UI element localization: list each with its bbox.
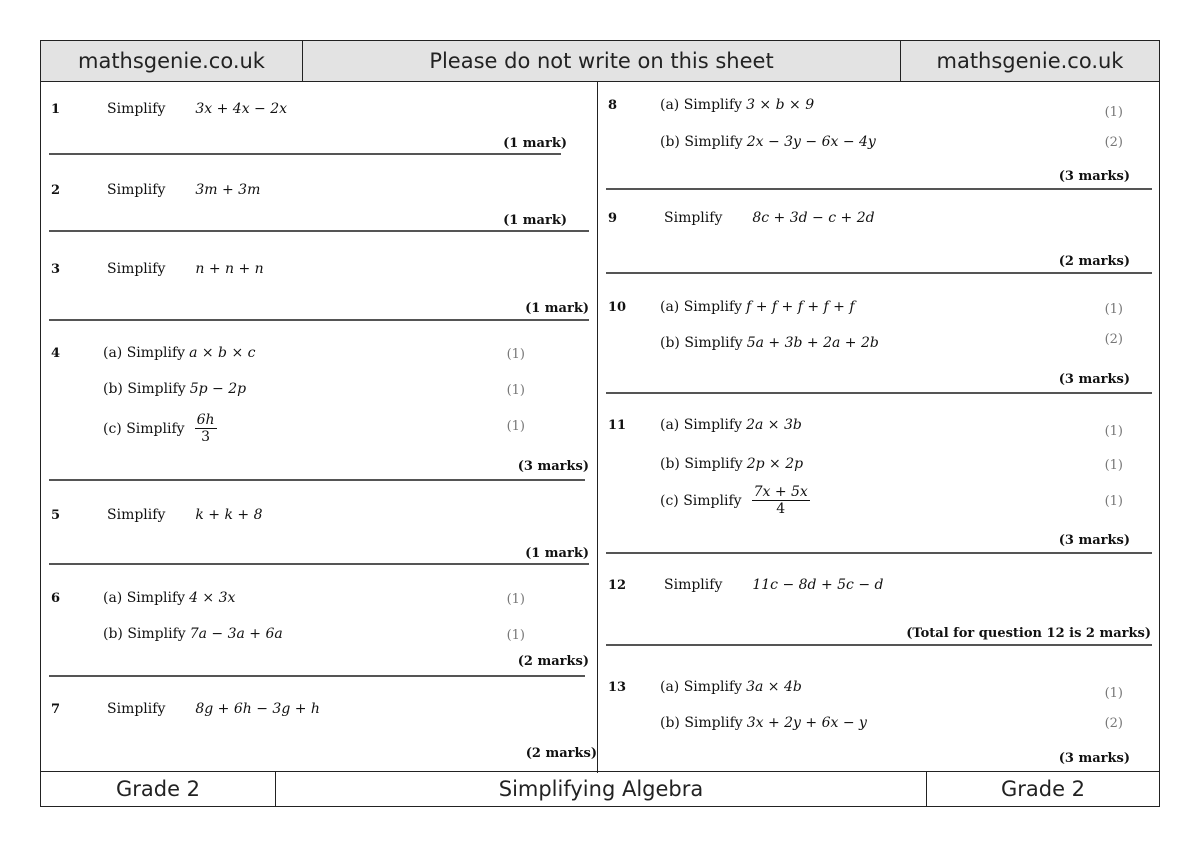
expression: 3a × 4b — [746, 679, 802, 695]
part-b — [660, 134, 876, 150]
fraction — [195, 412, 217, 445]
marks-total: (1 mark) — [525, 546, 589, 561]
marks-total: (2 marks) — [525, 746, 597, 761]
question-number: 10 — [608, 300, 627, 315]
expression: 3x + 2y + 6x − y — [746, 715, 867, 731]
instruction-word: Simplify — [107, 507, 166, 523]
part-b — [103, 626, 283, 642]
denominator: 3 — [201, 429, 210, 445]
left-column — [41, 82, 597, 773]
part-marks: (1) — [506, 347, 525, 362]
divider-rule — [49, 319, 589, 321]
footer-grade-right: Grade 2 — [1000, 777, 1086, 801]
part-a — [660, 299, 855, 315]
instruction-word: Simplify — [107, 101, 166, 117]
divider-rule — [49, 153, 561, 155]
question-stem — [107, 701, 320, 717]
expression: f + f + f + f + f — [746, 299, 855, 315]
marks-total: (3 marks) — [1058, 169, 1130, 184]
part-a — [103, 590, 235, 606]
instruction-word: Simplify — [664, 210, 723, 226]
question-number: 7 — [51, 702, 61, 717]
header-bar — [41, 41, 1159, 82]
part-marks: (1) — [506, 383, 525, 398]
part-label: (b) Simplify — [660, 335, 743, 351]
question-stem — [664, 210, 875, 226]
instruction-word: Simplify — [107, 182, 166, 198]
expression: 2x − 3y − 6x − 4y — [746, 134, 876, 150]
part-marks: (2) — [1104, 135, 1123, 150]
question-number: 11 — [608, 418, 627, 433]
question-number: 12 — [608, 578, 627, 593]
question-stem — [664, 577, 884, 593]
header-notice: Please do not write on this sheet — [303, 41, 901, 81]
question-stem — [107, 182, 260, 198]
instruction-word: Simplify — [664, 577, 723, 593]
part-a — [660, 97, 814, 113]
expression: 5a + 3b + 2a + 2b — [746, 335, 879, 351]
part-label: (b) Simplify — [660, 715, 743, 731]
question-number: 3 — [51, 262, 61, 277]
part-label: (a) Simplify — [660, 679, 743, 695]
marks-total: (1 mark) — [503, 213, 567, 228]
divider-rule — [606, 392, 1152, 394]
divider-rule — [49, 675, 585, 677]
part-marks: (2) — [1104, 332, 1123, 347]
question-number: 4 — [51, 346, 61, 361]
part-label: (a) Simplify — [660, 97, 743, 113]
part-marks: (1) — [1104, 424, 1123, 439]
expression: 7a − 3a + 6a — [189, 626, 283, 642]
part-b — [660, 715, 867, 731]
divider-rule — [49, 479, 585, 481]
numerator: 6h — [196, 412, 215, 428]
divider-rule — [49, 563, 589, 565]
part-label: (a) Simplify — [660, 299, 743, 315]
part-a — [660, 679, 802, 695]
divider-rule — [49, 230, 589, 232]
numerator: 7x + 5x — [753, 484, 808, 500]
divider-rule — [606, 188, 1152, 190]
part-marks: (1) — [1104, 302, 1123, 317]
part-marks: (1) — [1104, 494, 1123, 509]
question-stem — [107, 101, 287, 117]
part-label: (a) Simplify — [103, 345, 186, 361]
header-right-site: mathsgenie.co.uk — [936, 49, 1124, 73]
expression: 2p × 2p — [746, 456, 804, 472]
marks-total: (1 mark) — [525, 301, 589, 316]
question-stem — [107, 261, 264, 277]
part-b — [660, 335, 879, 351]
marks-total: (3 marks) — [1058, 533, 1130, 548]
question-number: 6 — [51, 591, 61, 606]
part-label: (b) Simplify — [660, 456, 743, 472]
expression: 3m + 3m — [195, 182, 261, 198]
expression: 3 × b × 9 — [746, 97, 815, 113]
part-label: (b) Simplify — [660, 134, 743, 150]
part-marks: (1) — [506, 419, 525, 434]
part-marks: (2) — [1104, 716, 1123, 731]
marks-total: (3 marks) — [1058, 751, 1130, 766]
part-marks: (1) — [506, 592, 525, 607]
part-label: (b) Simplify — [103, 626, 186, 642]
expression: 11c − 8d + 5c − d — [752, 577, 884, 593]
expression: k + k + 8 — [195, 507, 263, 523]
denominator: 4 — [776, 501, 786, 517]
part-marks: (1) — [1104, 458, 1123, 473]
part-c — [103, 412, 217, 445]
right-column — [598, 82, 1159, 773]
divider-rule — [606, 644, 1152, 646]
question-number: 8 — [608, 98, 618, 113]
expression: 8c + 3d − c + 2d — [752, 210, 875, 226]
footer-topic: Simplifying Algebra — [276, 772, 927, 806]
part-b — [660, 456, 803, 472]
divider-rule — [606, 552, 1152, 554]
marks-total: (2 marks) — [1058, 254, 1130, 269]
part-c — [660, 484, 810, 517]
marks-total: (3 marks) — [517, 459, 589, 474]
part-label: (b) Simplify — [103, 381, 186, 397]
part-marks: (1) — [506, 628, 525, 643]
expression: 3x + 4x − 2x — [195, 101, 288, 117]
worksheet — [40, 40, 1160, 807]
expression: 4 × 3x — [189, 590, 236, 606]
expression: a × b × c — [189, 345, 256, 361]
part-a — [660, 417, 802, 433]
expression: 5p − 2p — [189, 381, 247, 397]
footer-grade-left: Grade 2 — [41, 772, 276, 806]
marks-total: (1 mark) — [503, 136, 567, 151]
expression: n + n + n — [195, 261, 264, 277]
fraction — [752, 484, 810, 517]
header-left-site: mathsgenie.co.uk — [41, 41, 303, 81]
question-stem — [107, 507, 263, 523]
marks-total: (2 marks) — [517, 654, 589, 669]
expression: 8g + 6h − 3g + h — [195, 701, 320, 717]
divider-rule — [606, 272, 1152, 274]
part-label: (a) Simplify — [660, 417, 743, 433]
question-number: 5 — [51, 508, 61, 523]
part-label: (c) Simplify — [103, 420, 185, 437]
part-label: (c) Simplify — [660, 492, 742, 509]
expression: 2a × 3b — [746, 417, 802, 433]
part-label: (a) Simplify — [103, 590, 186, 606]
part-marks: (1) — [1104, 686, 1123, 701]
marks-total: (3 marks) — [1058, 372, 1130, 387]
footer-bar — [41, 771, 1159, 806]
part-a — [103, 345, 256, 361]
question-number: 9 — [608, 211, 618, 226]
part-marks: (1) — [1104, 105, 1123, 120]
instruction-word: Simplify — [107, 701, 166, 717]
marks-total: (Total for question 12 is 2 marks) — [906, 626, 1151, 641]
part-b — [103, 381, 246, 397]
instruction-word: Simplify — [107, 261, 166, 277]
question-number: 13 — [608, 680, 627, 695]
question-number: 1 — [51, 102, 61, 117]
question-number: 2 — [51, 183, 61, 198]
